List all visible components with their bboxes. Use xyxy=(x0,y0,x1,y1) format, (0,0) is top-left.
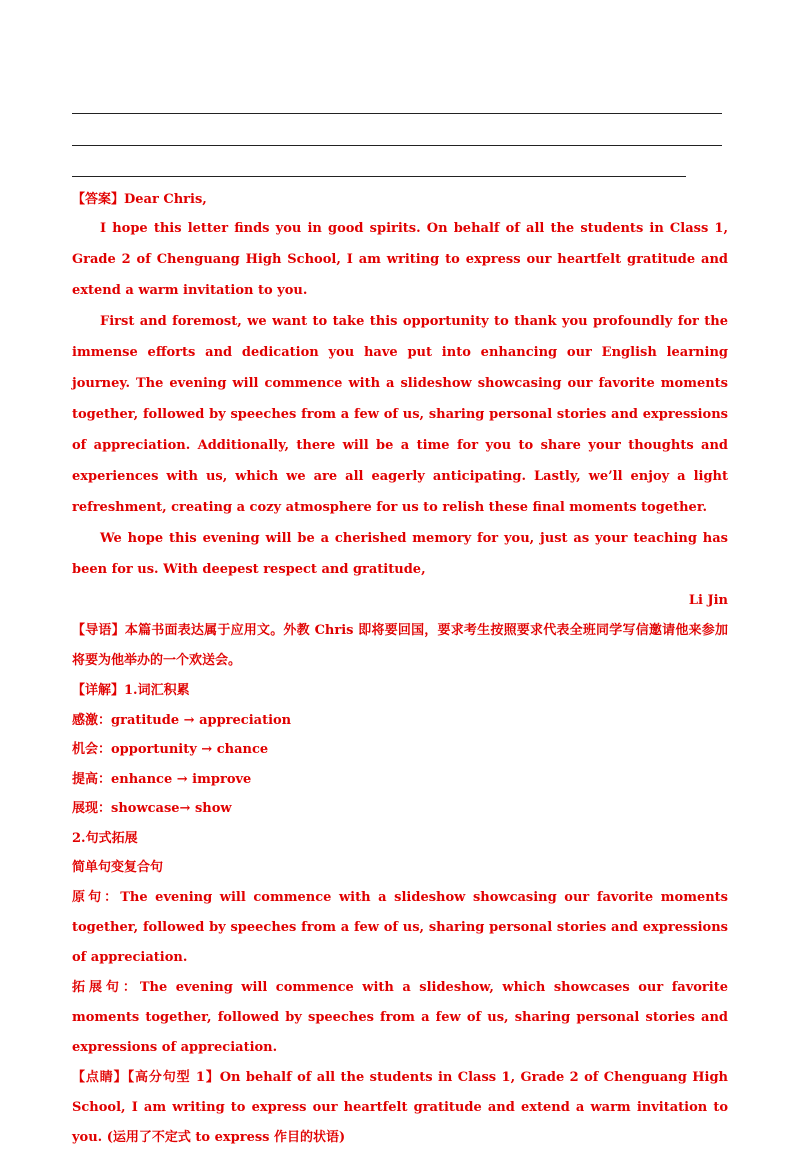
vocab-item: 感激：gratitude → appreciation xyxy=(72,712,292,728)
highlight-text: On behalf of all the students in Class 1, Grade 2 of Chenguang High School, I am writing to express our heartfelt gratitude and extend a warm invitation to you. (运用了不定式 to express 作目的状语) xyxy=(72,1069,728,1145)
original-sentence: 原句：The evening will commence with a slideshow showcasing our favorite moments together, followed by speeches from a few of us, sharing personal stories and expressions of appreciation. xyxy=(72,889,728,965)
highlight-section xyxy=(72,1063,728,1153)
vocab-item: 机会：opportunity → chance xyxy=(72,742,269,757)
sentence-heading: 2.句式拓展 xyxy=(72,830,138,846)
letter-paragraph-3: We hope this evening will be a cherished memory for you, just as your teaching has been for us. With deepest respect and gratitude, xyxy=(72,531,728,577)
sentence-type-label: 【高分句型 1】 xyxy=(127,1069,220,1085)
writing-line-3 xyxy=(72,176,686,177)
vocab-item: 提高：enhance → improve xyxy=(72,771,252,787)
detail-header xyxy=(72,676,728,706)
writing-line-2 xyxy=(72,145,722,146)
expanded-sentence: 拓展句：The evening will commence with a slideshow, which showcases our favorite moments together, followed by speeches from a few of us, sharing personal stories and expressions of appreciation. xyxy=(72,979,728,1055)
writing-line-1 xyxy=(72,113,722,114)
sentence-subheading: 简单句变复合句 xyxy=(72,860,164,875)
letter-signature: Li Jin xyxy=(688,593,728,608)
vocab-heading: 1.词汇积累 xyxy=(124,683,190,698)
guide-section xyxy=(72,616,728,676)
letter-greeting: Dear Chris, xyxy=(124,192,207,207)
document-body xyxy=(72,186,728,1153)
answer-label: 【答案】 xyxy=(72,192,125,207)
detail-label: 【详解】 xyxy=(72,683,125,698)
letter-paragraph-2: First and foremost, we want to take this opportunity to thank you profoundly for the immense efforts and dedication you have put into enhancing our English learning journey. The evening will commence with a slideshow showcasing our favorite moments together, followed by speeches from a few of us, sharing personal stories and expressions of appreciation. Additionally, there will be a time for you to share your thoughts and experiences with us, which we are all eagerly anticipating. Lastly, we’ll enjoy a light refreshment, creating a cozy atmosphere for us to relish these final moments together. xyxy=(72,314,728,515)
answer-header xyxy=(72,186,728,213)
highlight-label: 【点睛】 xyxy=(72,1069,128,1085)
guide-label: 【导语】 xyxy=(72,623,125,638)
letter-paragraph-1: I hope this letter finds you in good spirits. On behalf of all the students in Class 1, Grade 2 of Chenguang High School, I am writing to express our heartfelt gratitude and extend a warm invitation to you. xyxy=(72,221,728,298)
vocab-item: 展现：showcase→ show xyxy=(72,801,232,816)
guide-text: 本篇书面表达属于应用文。外教 Chris 即将要回国，要求考生按照要求代表全班同学写信邀请他来参加将要为他举办的一个欢送会。 xyxy=(72,623,728,668)
